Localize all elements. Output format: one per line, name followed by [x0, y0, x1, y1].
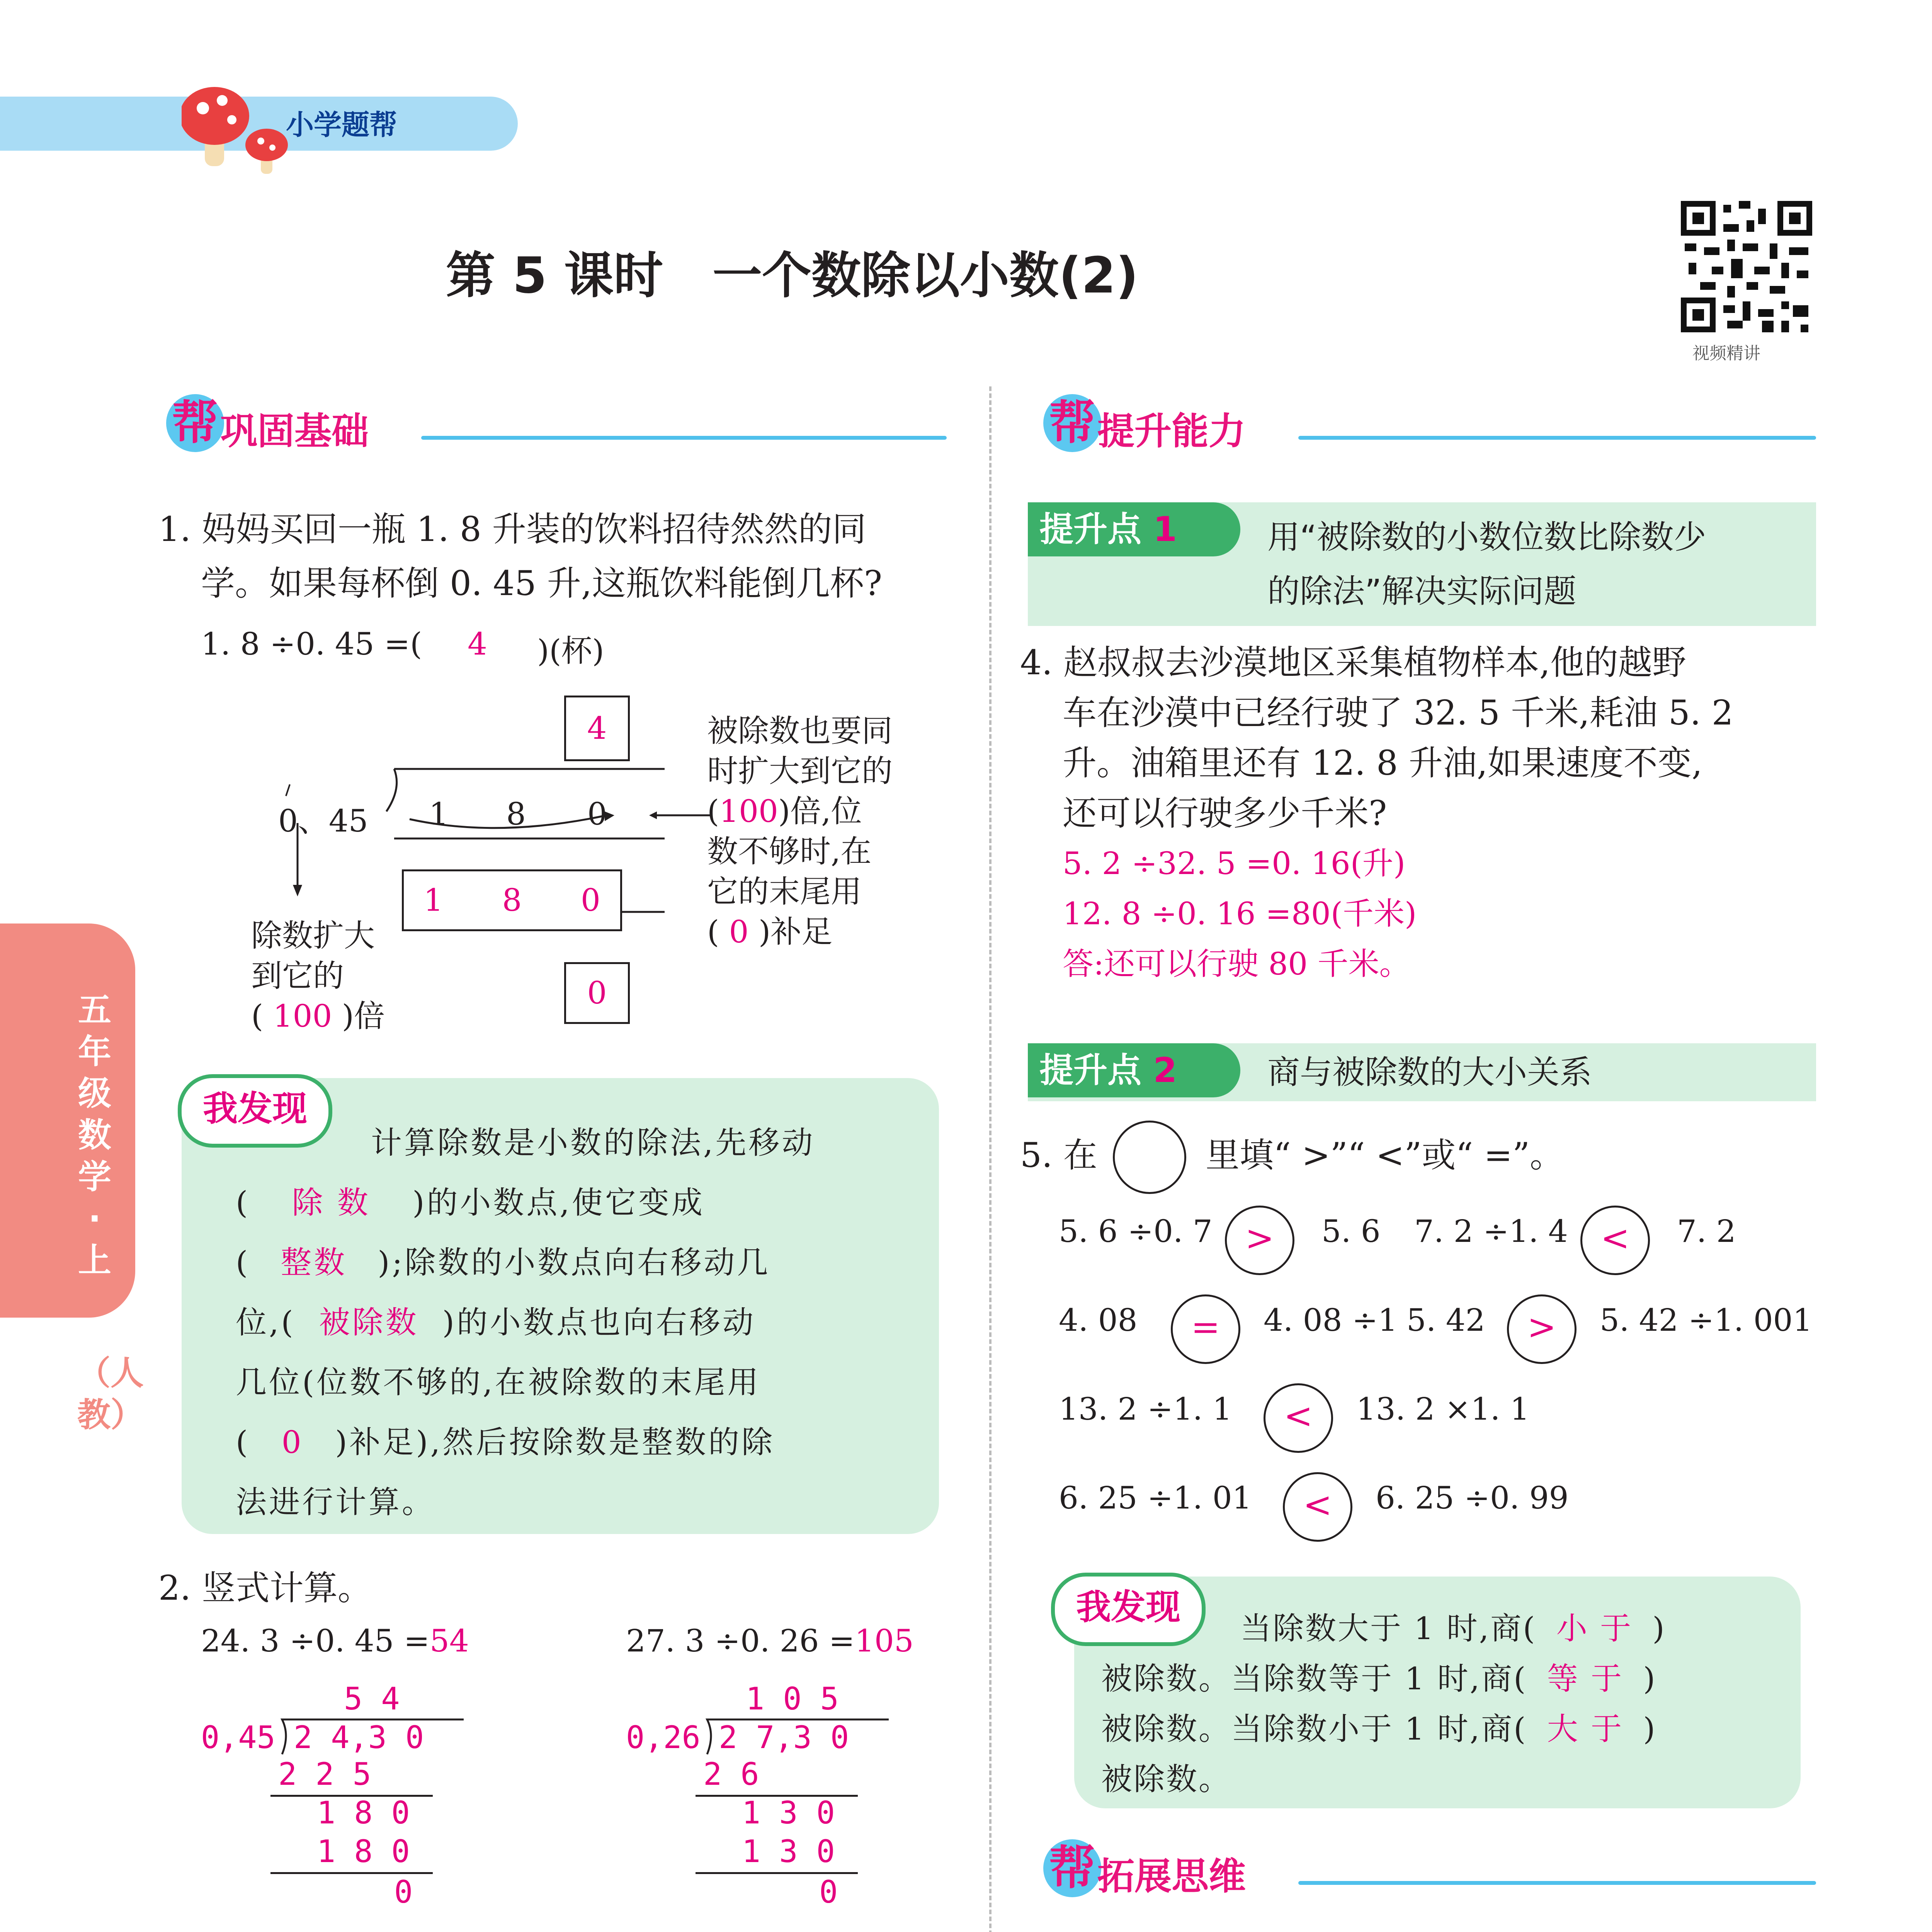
- q1-equation-left: 1. 8 ÷0. 45 =(: [201, 626, 422, 662]
- q5-item5-sign[interactable]: <: [1264, 1383, 1333, 1453]
- brand-name: 小学题帮: [286, 109, 398, 141]
- q1-line1: 1. 妈妈买回一瓶 1. 8 升装的饮料招待然然的同: [158, 509, 866, 549]
- q1-remainder-box: 0: [564, 962, 630, 1024]
- q5-item6-sign[interactable]: <: [1283, 1472, 1352, 1542]
- q5-lead: 5. 在: [1020, 1135, 1097, 1175]
- q5-item6-left: 6. 25 ÷1. 01: [1059, 1480, 1252, 1516]
- page-title: 第 5 课时 一个数除以小数(2): [446, 247, 1139, 304]
- q1-left-note: 除数扩大 到它的 ( 100 )倍: [251, 918, 385, 1034]
- point2-badge: 提升点 2: [1028, 1043, 1240, 1097]
- q1-line2: 学。如果每杯倒 0. 45 升,这瓶饮料能倒几杯?: [201, 563, 883, 603]
- q4-answer: 5. 2 ÷32. 5 =0. 16(升) 12. 8 ÷0. 16 =80(千米) 答:还可以行驶 80 千米。: [1063, 845, 1417, 982]
- q5-item4-sign[interactable]: >: [1507, 1294, 1577, 1364]
- q1-equation-answer: 4: [468, 626, 487, 662]
- q1-step-box: 1 8 0: [402, 869, 622, 931]
- point1-badge: 提升点 1: [1028, 502, 1240, 556]
- q5-item4-left: 5. 42: [1406, 1302, 1485, 1338]
- point1-text: 用“被除数的小数位数比除数少 的除法”解决实际问题: [1267, 518, 1706, 610]
- q1-note: 被除数也要同 时扩大到它的 (100)倍,位 数不够时,在 它的末尾用 ( 0 )补足: [707, 713, 893, 950]
- point2-text: 商与被除数的大小关系: [1267, 1053, 1592, 1091]
- qr-code-icon[interactable]: [1677, 197, 1816, 336]
- q2-title: 2. 竖式计算。: [158, 1568, 372, 1608]
- q5-item1-right: 5. 6: [1321, 1213, 1381, 1249]
- section-line-3: [1298, 1881, 1816, 1885]
- q5-item3-left: 4. 08: [1059, 1302, 1138, 1338]
- section-icon-3: 帮: [1043, 1839, 1101, 1897]
- section-title-improve: 提升能力: [1097, 410, 1246, 453]
- q5-item2-sign[interactable]: <: [1580, 1206, 1650, 1275]
- discover-badge-2: 我发现: [1051, 1573, 1206, 1646]
- q5-circle-sample: [1113, 1121, 1186, 1194]
- q5-instruction: 里填“ >”“ <”或“ =”。: [1206, 1135, 1564, 1175]
- mushroom-icon: [182, 62, 298, 178]
- q5-item4-right: 5. 42 ÷1. 001: [1600, 1302, 1813, 1338]
- discover-badge: 我发现: [178, 1074, 332, 1148]
- q5-item3-sign[interactable]: =: [1171, 1294, 1240, 1364]
- q5-item2-left: 7. 2 ÷1. 4: [1414, 1213, 1568, 1249]
- q5-item5-right: 13. 2 ×1. 1: [1356, 1391, 1530, 1427]
- q1-dividend-0: 0: [587, 796, 607, 832]
- side-grade: 五年级数学·上: [78, 991, 111, 1280]
- side-tab: [0, 923, 135, 1318]
- section-icon-2: 帮: [1043, 394, 1101, 452]
- qr-caption: 视频精讲: [1692, 344, 1760, 363]
- q1-divisor: 0、45: [278, 803, 368, 839]
- section-icon: 帮: [166, 394, 224, 452]
- q4-text: 4. 赵叔叔去沙漠地区采集植物样本,他的越野 车在沙漠中已经行驶了 32. 5 千米,耗油 5. 2 升。油箱里还有 12. 8 升油,如果速度不变, 还可以行驶多少千米?: [1020, 643, 1733, 833]
- discover-text: 计算除数是小数的除法,先移动 ( 除 数 )的小数点,使它变成 ( 整数 );除数的小数点向右移动几 位,( 被除数 )的小数点也向右移动 几位(位数不够的,在被除数的末尾用 ( 0 )补足),然后按除数是整数的除 法进行计算。: [236, 1125, 815, 1520]
- section-line: [421, 436, 947, 440]
- q5-item3-right: 4. 08 ÷1: [1264, 1302, 1398, 1338]
- q1-dividend-1: 1: [429, 796, 449, 832]
- q2-problem-2: 27. 3 ÷0. 26 =105 1 0 5 0,26 2 7,3 0 2 6 1 3 0 1 3 0 0: [626, 1623, 914, 1910]
- q5-item6-right: 6. 25 ÷0. 99: [1376, 1480, 1569, 1516]
- side-edition: （人教）: [77, 1354, 144, 1434]
- section-title-expand: 拓展思维: [1097, 1855, 1246, 1898]
- q2-problem-1: 24. 3 ÷0. 45 =54 5 4 0,45 2 4,3 0 2 2 5 1 8 0 1 8 0 0: [201, 1623, 469, 1910]
- column-divider: [989, 386, 992, 1932]
- discover-text-2: 当除数大于 1 时,商( 小 于 ) 被除数。当除数等于 1 时,商( 等 于 ) 被除数。当除数小于 1 时,商( 大 于 ) 被除数。: [1101, 1611, 1666, 1797]
- q5-item5-left: 13. 2 ÷1. 1: [1059, 1391, 1232, 1427]
- section-title-basic: 巩固基础: [220, 410, 369, 453]
- q5-item1-left: 5. 6 ÷0. 7: [1059, 1213, 1213, 1249]
- q1-equation-right: )(杯): [537, 633, 604, 669]
- q5-item2-right: 7. 2: [1677, 1213, 1736, 1249]
- q1-dividend-8: 8: [506, 796, 526, 832]
- q5-item1-sign[interactable]: >: [1225, 1206, 1294, 1275]
- q1-quotient-box: 4: [564, 696, 630, 761]
- section-line-2: [1298, 436, 1816, 440]
